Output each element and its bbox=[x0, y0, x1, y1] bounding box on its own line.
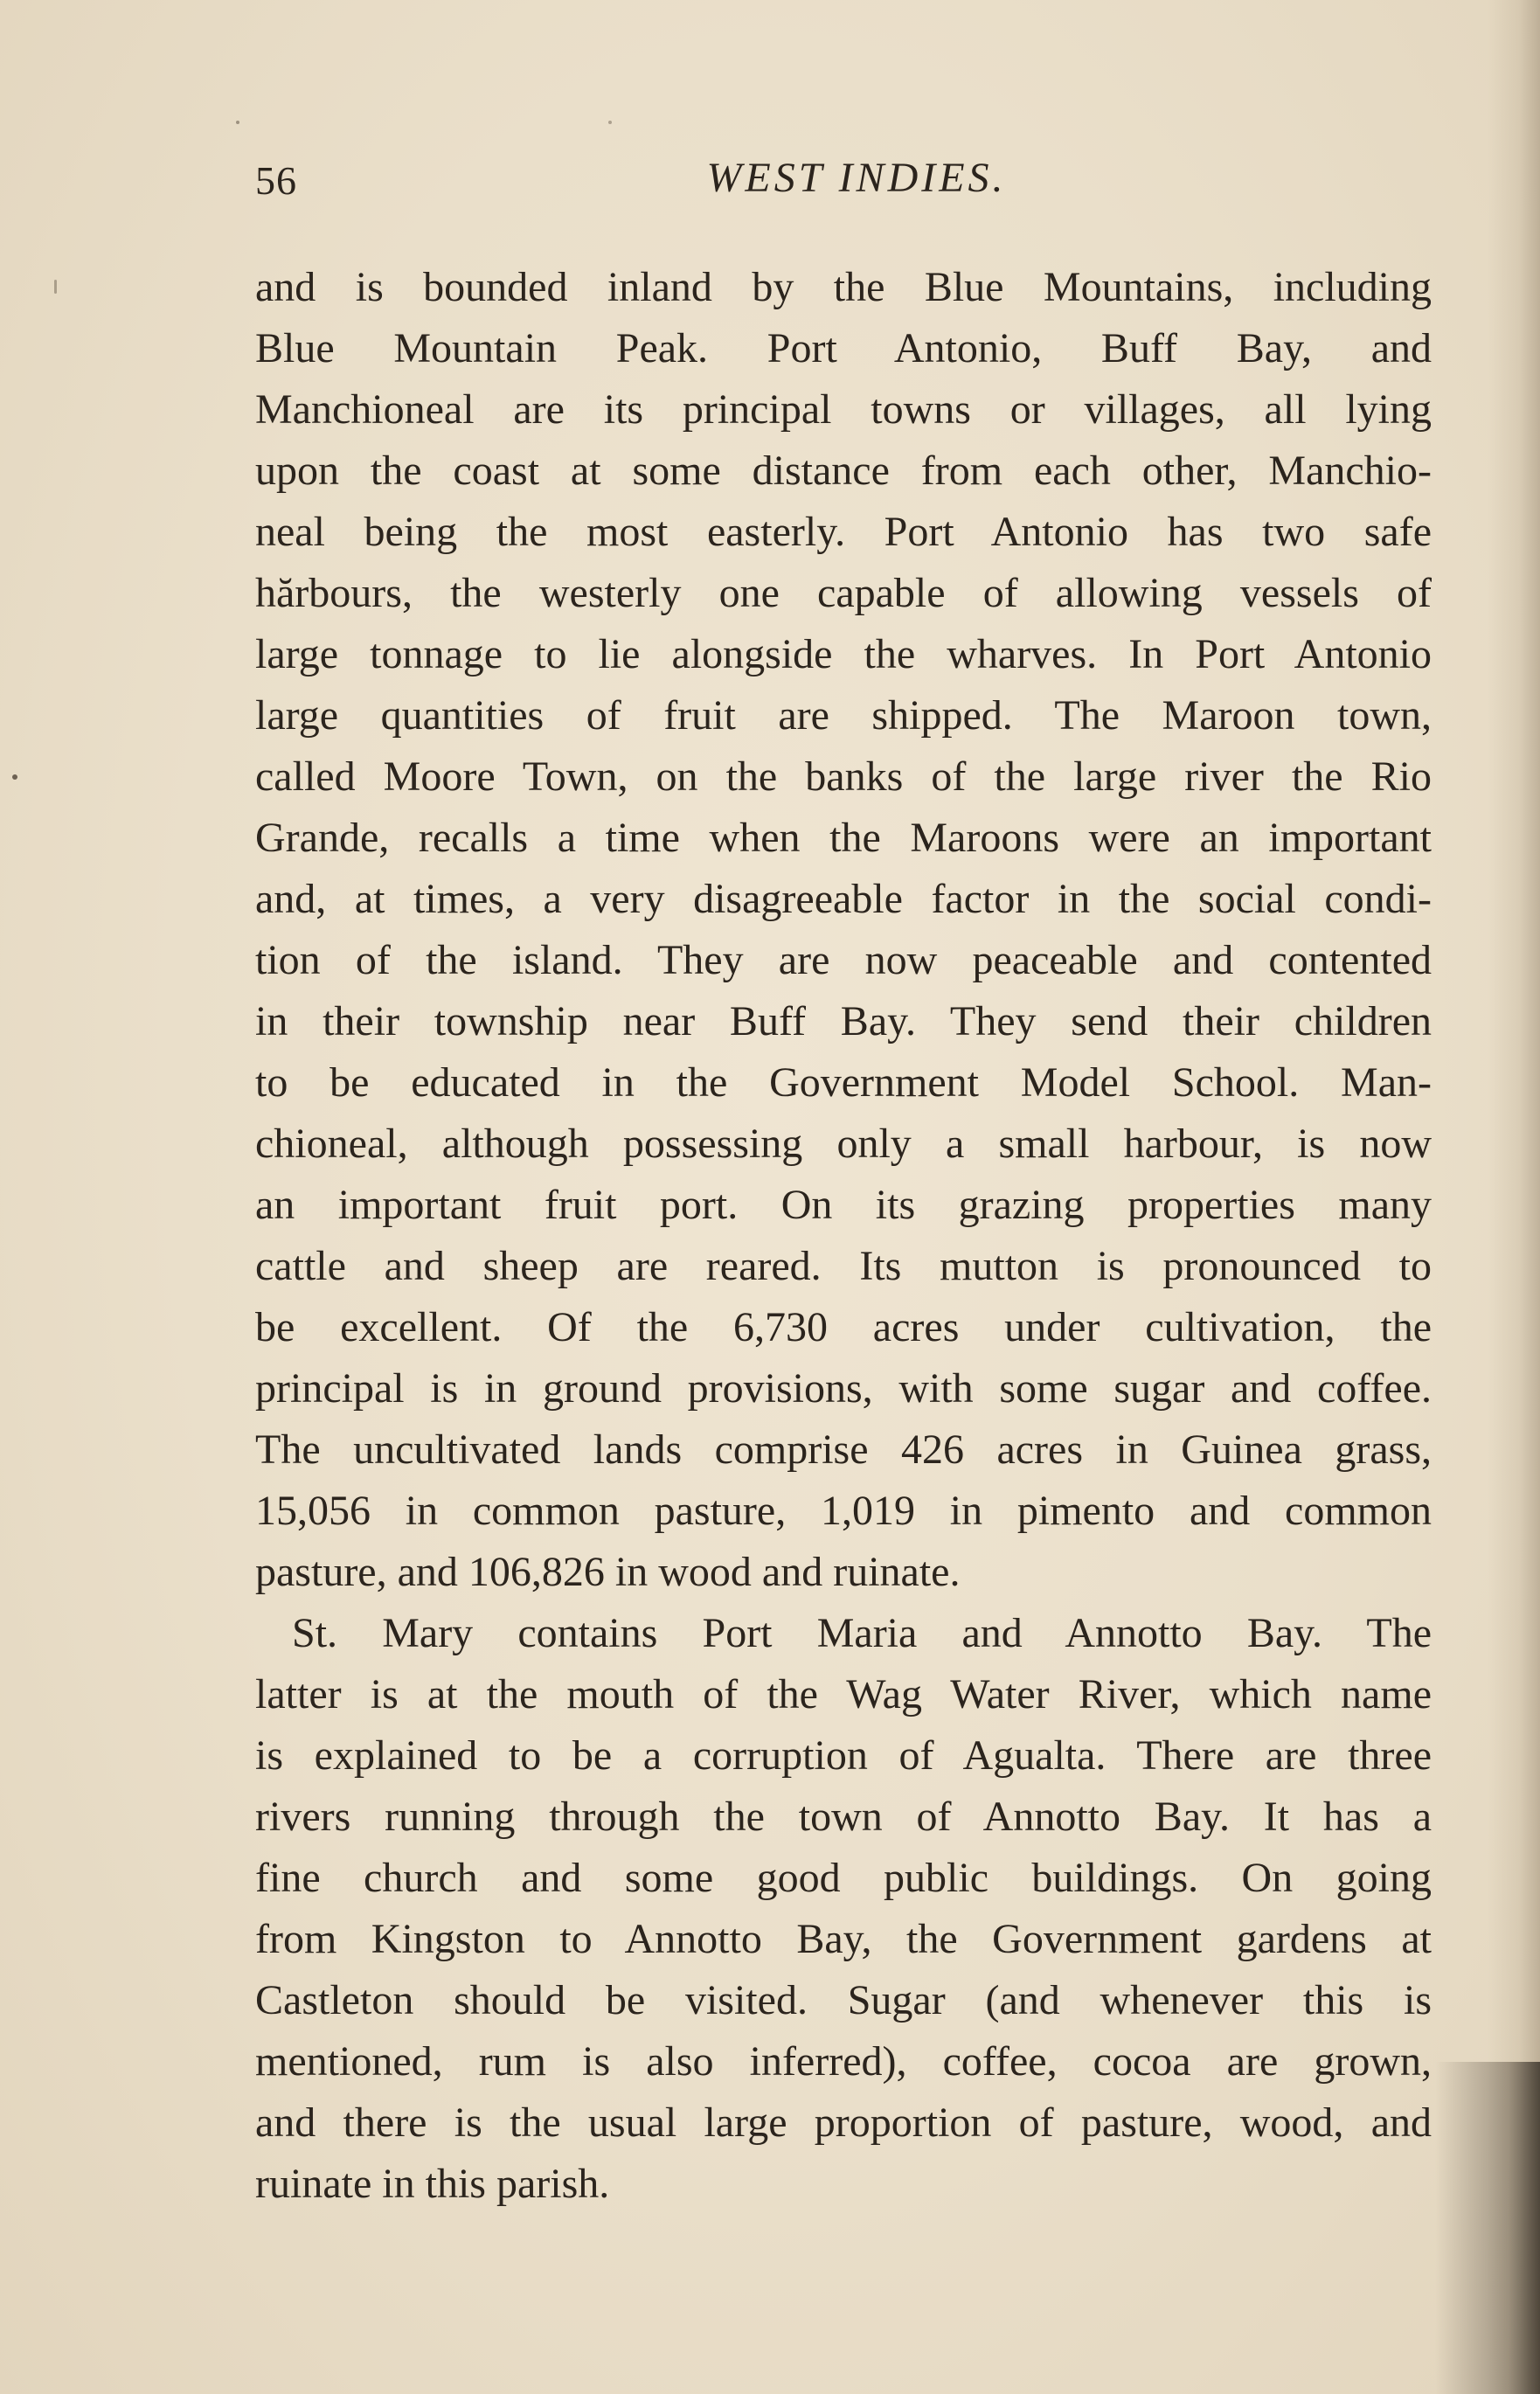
paragraph-end-line: ruinate in this parish. bbox=[255, 2161, 610, 2207]
text-line: and there is the usual large proportion of pasture, wood, and bbox=[255, 2099, 1432, 2146]
text-line: neal being the most easterly. Port Antonio has two safe bbox=[255, 509, 1432, 555]
text-line: large tonnage to lie alongside the wharves. In Port Antonio bbox=[255, 631, 1432, 677]
text-line: 15,056 in common pasture, 1,019 in pimento and common bbox=[255, 1488, 1432, 1534]
text-line: fine church and some good public buildings. On going bbox=[255, 1855, 1432, 1901]
text-line: in their township near Buff Bay. They send their children bbox=[255, 998, 1432, 1044]
paragraph-start-line: St. Mary contains Port Maria and Annotto Bay. The bbox=[292, 1610, 1432, 1656]
text-line: Grande, recalls a time when the Maroons were an important bbox=[255, 815, 1432, 861]
paper-speck bbox=[608, 121, 612, 124]
paper-speck bbox=[236, 121, 239, 124]
text-line: hărbours, the westerly one capable of allowing vessels of bbox=[255, 570, 1432, 616]
text-line: be excellent. Of the 6,730 acres under cultivation, the bbox=[255, 1304, 1432, 1350]
text-line: upon the coast at some distance from each other, Manchio- bbox=[255, 448, 1432, 494]
paragraph-end-line: pasture, and 106,826 in wood and ruinate. bbox=[255, 1549, 961, 1595]
page-edge-shadow bbox=[1488, 0, 1540, 2394]
paper-speck bbox=[54, 280, 57, 294]
page-corner-shadow bbox=[1435, 2062, 1540, 2394]
text-line: to be educated in the Government Model School. Man- bbox=[255, 1059, 1432, 1106]
text-line: and is bounded inland by the Blue Mountains, including bbox=[255, 264, 1432, 310]
text-line: an important fruit port. On its grazing properties many bbox=[255, 1182, 1432, 1228]
text-line: large quantities of fruit are shipped. The Maroon town, bbox=[255, 692, 1432, 739]
text-line: mentioned, rum is also inferred), coffee, cocoa are grown, bbox=[255, 2038, 1432, 2085]
text-line: Blue Mountain Peak. Port Antonio, Buff Bay, and bbox=[255, 325, 1432, 371]
page-header bbox=[255, 147, 1432, 208]
text-line: Manchioneal are its principal towns or villages, all lying bbox=[255, 386, 1432, 433]
paper-speck bbox=[12, 774, 17, 780]
text-line: called Moore Town, on the banks of the large river the Rio bbox=[255, 753, 1432, 800]
text-line: The uncultivated lands comprise 426 acres in Guinea grass, bbox=[255, 1426, 1432, 1473]
text-line: cattle and sheep are reared. Its mutton is pronounced to bbox=[255, 1243, 1432, 1289]
text-line: chioneal, although possessing only a small harbour, is now bbox=[255, 1121, 1432, 1167]
text-line: from Kingston to Annotto Bay, the Government gardens at bbox=[255, 1916, 1432, 1962]
text-line: rivers running through the town of Annotto Bay. It has a bbox=[255, 1794, 1432, 1840]
text-line: principal is in ground provisions, with some sugar and coffee. bbox=[255, 1365, 1432, 1412]
text-line: is explained to be a corruption of Agualta. There are three bbox=[255, 1732, 1432, 1779]
page-number: 56 bbox=[255, 158, 297, 203]
running-title: WEST INDIES. bbox=[706, 155, 1007, 201]
text-line: Castleton should be visited. Sugar (and whenever this is bbox=[255, 1977, 1432, 2023]
text-line: latter is at the mouth of the Wag Water River, which name bbox=[255, 1671, 1432, 1717]
text-line: and, at times, a very disagreeable factor in the social condi- bbox=[255, 876, 1432, 922]
body-text bbox=[255, 257, 1432, 2215]
text-line: tion of the island. They are now peaceable and contented bbox=[255, 937, 1432, 983]
